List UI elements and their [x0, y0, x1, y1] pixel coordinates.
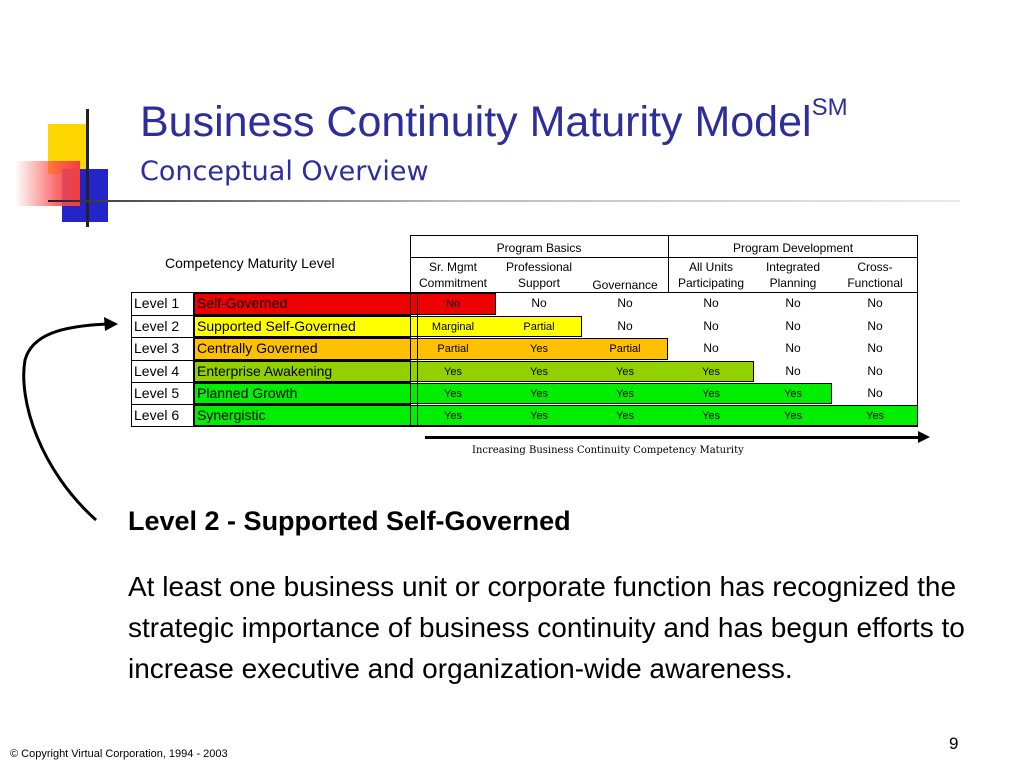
- level-name-2: Supported Self-Governed: [197, 317, 356, 334]
- group-divider: [410, 257, 918, 258]
- cell-r4-c1: Yes: [444, 365, 462, 378]
- cell-r3-c3: Partial: [609, 343, 641, 355]
- cell-r6-c2: Yes: [530, 410, 548, 422]
- page-number: 9: [949, 734, 959, 753]
- column-header-3: Governance: [592, 278, 658, 292]
- group-header-1: Program Basics: [496, 241, 582, 255]
- cell-r5-c2: Yes: [530, 388, 548, 400]
- cell-r4-c2: Yes: [530, 365, 548, 378]
- level-name-5: Planned Growth: [197, 385, 298, 401]
- maturity-arrow-head: [918, 431, 930, 443]
- cell-r4-c4: Yes: [702, 365, 720, 378]
- cell-r1-c2: No: [531, 296, 547, 310]
- cell-r5-c5: Yes: [784, 388, 802, 400]
- level-description: At least one business unit or corporate function has recognized the strategic importance of business continuity and has begun efforts to increase executive and organization-wide awareness.: [128, 571, 965, 684]
- column-header-1: Sr. Mgmt Commitment: [418, 260, 487, 290]
- maturity-arrow-line: [425, 436, 921, 439]
- cell-r4-c5: No: [785, 363, 801, 378]
- cell-r6-c4: Yes: [702, 410, 720, 422]
- level-label-3: Level 3: [134, 340, 180, 356]
- cell-r4-c3: Yes: [616, 365, 634, 378]
- cell-r2-c6: No: [867, 318, 883, 333]
- cell-r3-c6: No: [867, 341, 883, 355]
- cell-r6-c6: Yes: [866, 410, 884, 422]
- cell-r6-c1: Yes: [444, 410, 462, 422]
- cell-r2-c1: Marginal: [431, 320, 475, 333]
- cell-r5-c1: Yes: [444, 388, 462, 400]
- cell-r3-c2: Yes: [530, 343, 548, 355]
- level-label-2: Level 2: [134, 317, 180, 334]
- cell-r2-c4: No: [703, 318, 719, 333]
- cell-r2-c3: No: [617, 318, 633, 333]
- level-label-5: Level 5: [134, 385, 180, 401]
- column-header-6: Cross- Functional: [847, 260, 903, 290]
- cell-r3-c4: No: [703, 341, 719, 355]
- column-header-2: Professional Support: [505, 260, 573, 290]
- cell-r1-c3: No: [617, 296, 633, 310]
- level-name-3: Centrally Governed: [197, 340, 318, 356]
- level-name-4: Enterprise Awakening: [197, 362, 333, 379]
- slide-subtitle: Conceptual Overview: [140, 156, 429, 187]
- service-mark: SM: [811, 94, 848, 121]
- cell-r1-c6: No: [867, 296, 883, 310]
- cell-r4-c6: No: [867, 363, 883, 378]
- column-header-5: Integrated Planning: [765, 260, 821, 290]
- cell-r2-c5: No: [785, 318, 801, 333]
- slide-title-text: Business Continuity Maturity Model: [140, 98, 812, 146]
- cell-r1-c5: No: [785, 296, 801, 310]
- copyright-notice: © Copyright Virtual Corporation, 1994 - 2003: [10, 748, 228, 760]
- level-label-6: Level 6: [134, 407, 180, 423]
- cell-r5-c3: Yes: [616, 388, 634, 400]
- cell-r3-c1: Partial: [437, 343, 469, 355]
- cell-r1-c1: No: [445, 298, 461, 310]
- level-label-1: Level 1: [134, 295, 180, 311]
- level-heading: Level 2 - Supported Self-Governed: [128, 506, 571, 536]
- cell-r5-c4: Yes: [702, 388, 720, 400]
- cell-r2-c2: Partial: [523, 320, 555, 333]
- cell-r1-c4: No: [703, 296, 719, 310]
- cell-r6-c5: Yes: [784, 410, 802, 422]
- level-label-4: Level 4: [134, 362, 180, 379]
- competency-label: Competency Maturity Level: [165, 255, 335, 271]
- cell-r5-c6: No: [867, 386, 883, 400]
- group-header-2: Program Development: [732, 241, 854, 255]
- column-header-4: All Units Participating: [677, 260, 745, 290]
- cell-r3-c5: No: [785, 341, 801, 355]
- slide-title: [140, 94, 848, 147]
- maturity-arrow-caption: Increasing Business Continuity Competency Maturity: [472, 445, 744, 456]
- level-name-1: Self-Governed: [197, 295, 288, 311]
- curved-pointer-arrow: [0, 0, 200, 560]
- level-name-6: Synergistic: [197, 407, 266, 423]
- cell-r6-c3: Yes: [616, 410, 634, 422]
